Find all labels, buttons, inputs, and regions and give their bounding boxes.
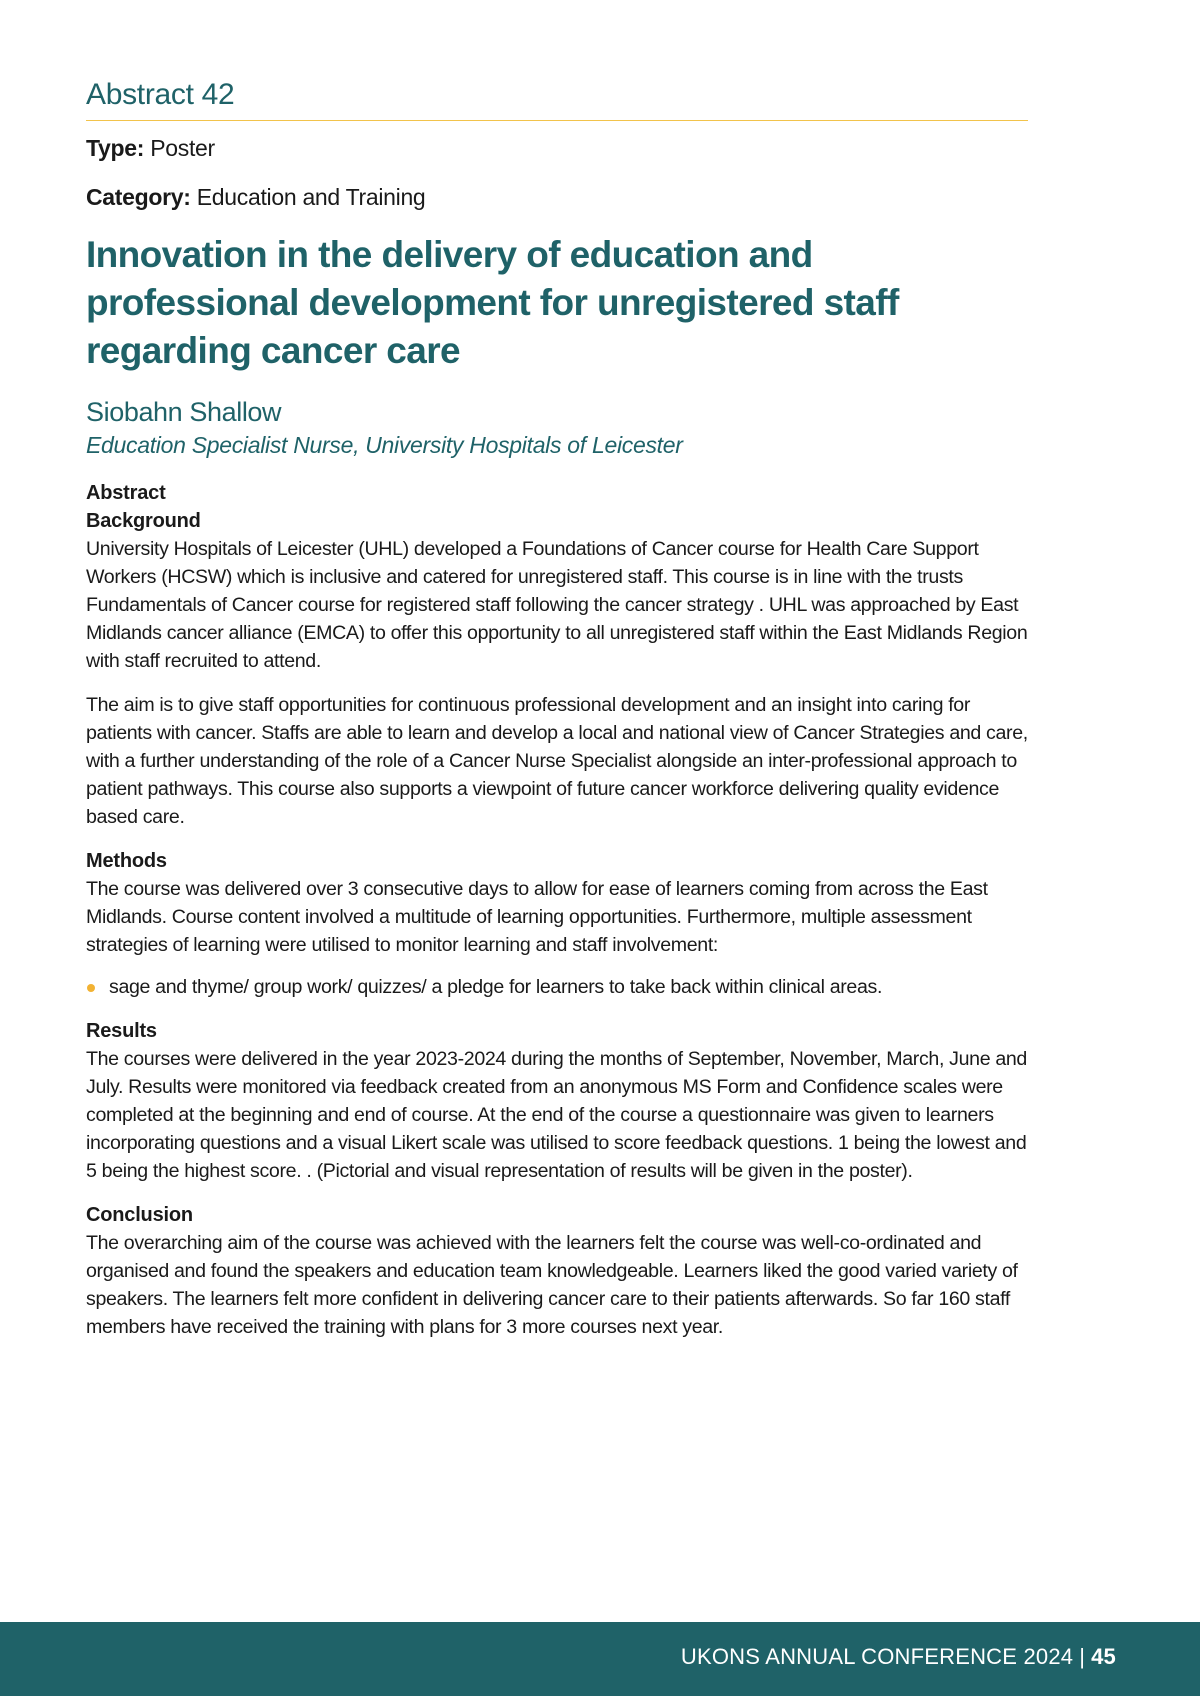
methods-section <box>86 847 1028 1001</box>
footer-separator: | <box>1079 1644 1086 1669</box>
category-line <box>86 184 1028 211</box>
conclusion-paragraph: The overarching aim of the course was achieved with the learners felt the course was well-co-ordinated and organised and found the speakers and education team knowledgeable. Learners liked the good varied variety of speakers. The learners felt more confident in delivering cancer care to their patients afterwards. So far 160 staff members have received the training with plans for 3 more courses next year. <box>86 1232 1018 1338</box>
author-affiliation: Education Specialist Nurse, University Hospitals of Leicester <box>86 432 683 458</box>
abstract-label: Abstract <box>86 482 166 504</box>
abstract-number-heading: Abstract 42 <box>86 78 1028 121</box>
methods-paragraph: The course was delivered over 3 consecutive days to allow for ease of learners coming from across the East Midlands. Course content involved a multitude of learning opportunities. Furthermore, multiple assessment strategies of learning were utilised to monitor learning and staff involvement: <box>86 878 988 956</box>
methods-bullet-item <box>86 973 1028 1001</box>
author-name: Siobahn Shallow <box>86 397 282 427</box>
background-heading: Background <box>86 510 201 532</box>
background-paragraph: University Hospitals of Leicester (UHL) developed a Foundations of Cancer course for Health Care Support Workers (HCSW) which is inclusive and catered for unregistered staff. This course is in line with the trusts Fundamentals of Cancer course for registered staff following the cancer strategy . UHL was approached by East Midlands cancer alliance (EMCA) to offer this opportunity to all unregistered staff within the East Midlands Region with staff recruited to attend. <box>86 538 1028 672</box>
bullet-dot-icon <box>87 984 95 992</box>
results-heading: Results <box>86 1020 157 1042</box>
type-label: Type: <box>86 135 145 161</box>
abstract-title: Innovation in the delivery of education and professional development for unregistered staff regarding cancer care <box>86 234 899 371</box>
page-footer <box>0 1622 1200 1696</box>
methods-bullet-list <box>86 973 1028 1001</box>
footer-conference-name: UKONS ANNUAL CONFERENCE 2024 <box>680 1644 1074 1669</box>
type-value: Poster <box>150 135 215 161</box>
conclusion-heading: Conclusion <box>86 1204 193 1226</box>
conclusion-section <box>86 1201 1028 1341</box>
footer-page-number: 45 <box>1091 1644 1116 1669</box>
background-paragraph: The aim is to give staff opportunities for continuous professional development and an insight into caring for patients with cancer. Staffs are able to learn and develop a local and national view of Cancer Strategies and care, with a further understanding of the role of a Cancer Nurse Specialist alongside an inter-professional approach to patient pathways. This course also supports a viewpoint of future cancer workforce delivering quality evidence based care. <box>86 694 1028 828</box>
background-section <box>86 507 1028 831</box>
abstract-page <box>86 78 1028 1341</box>
footer-text <box>681 1644 1116 1670</box>
results-paragraph: The courses were delivered in the year 2023-2024 during the months of September, November, March, June and July. Results were monitored via feedback created from an anonymous MS Form and Confidence scales were completed at the beginning and end of course. At the end of the course a questionnaire was given to learners incorporating questions and a visual Likert scale was utilised to score feedback questions. 1 being the lowest and 5 being the highest score. . (Pictorial and visual representation of results will be given in the poster). <box>86 1048 1027 1182</box>
category-label: Category: <box>86 184 191 210</box>
category-value: Education and Training <box>196 184 426 210</box>
methods-bullet-text: sage and thyme/ group work/ quizzes/ a pledge for learners to take back within clinical areas. <box>109 976 883 998</box>
type-line <box>86 135 1028 162</box>
results-section <box>86 1017 1028 1185</box>
methods-heading: Methods <box>86 850 167 872</box>
